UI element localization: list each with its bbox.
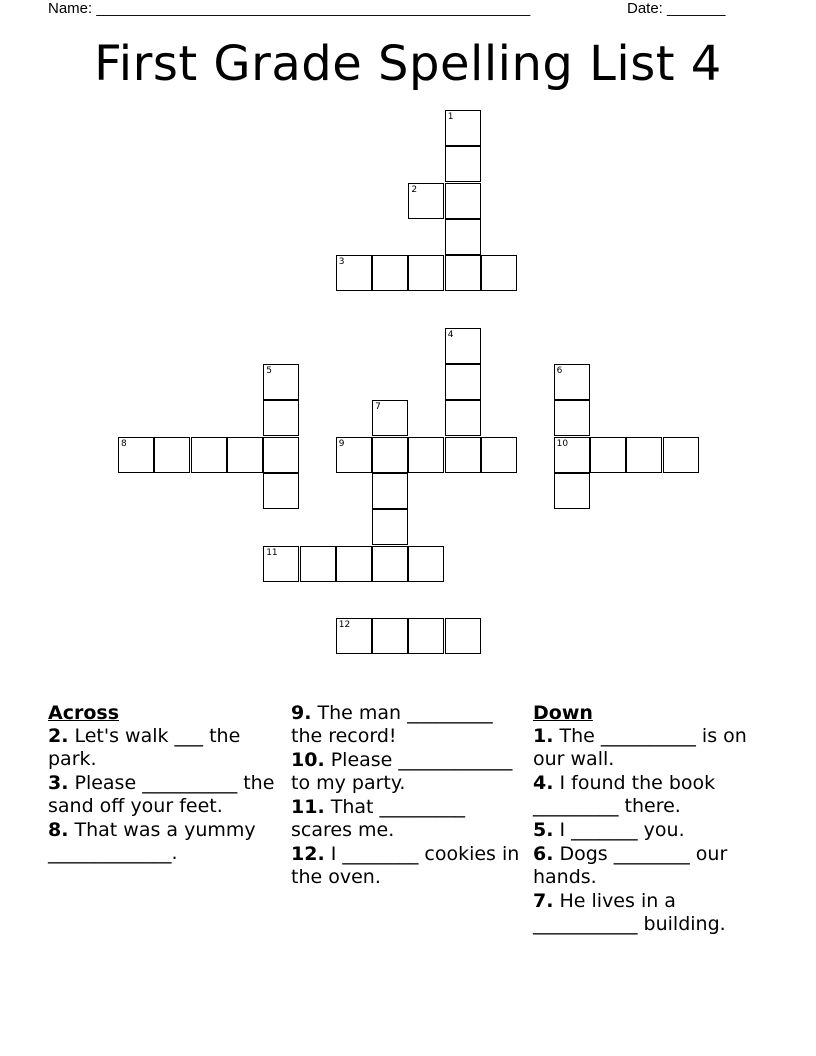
cell-number: 4 bbox=[447, 329, 454, 340]
crossword-cell[interactable] bbox=[445, 183, 481, 219]
crossword-cell[interactable] bbox=[445, 364, 481, 400]
crossword-cell[interactable] bbox=[590, 437, 626, 473]
clue-across-12 bbox=[291, 843, 527, 889]
clue-number: 7. bbox=[533, 890, 554, 912]
crossword-cell[interactable] bbox=[336, 618, 372, 654]
crossword-cell[interactable] bbox=[263, 546, 299, 582]
clues-column-3 bbox=[533, 702, 769, 937]
crossword-cell[interactable] bbox=[300, 546, 336, 582]
crossword-cell[interactable] bbox=[554, 364, 590, 400]
clue-down-1 bbox=[533, 725, 769, 771]
cell-number: 7 bbox=[375, 402, 381, 413]
clue-number: 5. bbox=[533, 819, 554, 841]
crossword-cell[interactable] bbox=[227, 437, 263, 473]
crossword-cell[interactable] bbox=[336, 546, 372, 582]
clue-text: The man _________ the record! bbox=[291, 702, 493, 747]
clue-number: 11. bbox=[291, 796, 325, 818]
crossword-cell[interactable] bbox=[481, 437, 517, 473]
clue-text: Please ____________ to my party. bbox=[291, 749, 513, 794]
across-heading: Across bbox=[48, 702, 120, 724]
crossword-cell[interactable] bbox=[154, 437, 190, 473]
crossword-cell[interactable] bbox=[372, 509, 408, 545]
clue-number: 12. bbox=[291, 843, 325, 865]
down-heading: Down bbox=[533, 702, 593, 724]
clue-text: I _______ you. bbox=[553, 819, 685, 841]
clue-text: That _________ scares me. bbox=[291, 796, 465, 841]
crossword-cell[interactable] bbox=[445, 110, 481, 146]
crossword-cell[interactable] bbox=[445, 618, 481, 654]
crossword-cell[interactable] bbox=[408, 437, 444, 473]
crossword-cell[interactable] bbox=[263, 364, 299, 400]
clue-number: 8. bbox=[48, 819, 69, 841]
crossword-cell[interactable] bbox=[408, 255, 444, 291]
crossword-cell[interactable] bbox=[336, 437, 372, 473]
crossword-cell[interactable] bbox=[263, 400, 299, 436]
crossword-cell[interactable] bbox=[408, 618, 444, 654]
crossword-cell[interactable] bbox=[445, 219, 481, 255]
clue-across-11 bbox=[291, 796, 527, 842]
crossword-cell[interactable] bbox=[372, 473, 408, 509]
clue-text: The __________ is on our wall. bbox=[533, 725, 747, 770]
clues-column-2 bbox=[291, 702, 527, 890]
cell-number: 10 bbox=[556, 438, 569, 449]
crossword-cell[interactable] bbox=[445, 328, 481, 364]
clue-down-6 bbox=[533, 843, 769, 889]
clue-across-10 bbox=[291, 749, 527, 795]
clue-down-7 bbox=[533, 890, 769, 936]
cell-number: 8 bbox=[121, 438, 127, 449]
cell-number: 2 bbox=[411, 184, 418, 195]
crossword-cell[interactable] bbox=[263, 473, 299, 509]
crossword-cell[interactable] bbox=[372, 400, 408, 436]
crossword-cell[interactable] bbox=[554, 473, 590, 509]
crossword-cell[interactable] bbox=[554, 400, 590, 436]
clue-number: 4. bbox=[533, 772, 554, 794]
name-label: Name: bbox=[48, 0, 97, 17]
cell-number: 3 bbox=[338, 257, 345, 268]
crossword-cell[interactable] bbox=[372, 255, 408, 291]
crossword-cell[interactable] bbox=[191, 437, 227, 473]
clue-text: Please __________ the sand off your feet. bbox=[48, 772, 275, 817]
cell-number: 9 bbox=[338, 438, 345, 449]
clue-text: He lives in a ___________ building. bbox=[533, 890, 726, 935]
cell-number: 12 bbox=[338, 620, 351, 631]
date-label: Date: bbox=[627, 0, 668, 17]
date-blank[interactable]: _______ bbox=[667, 0, 726, 17]
page-title: First Grade Spelling List 4 bbox=[94, 36, 722, 92]
clues-column-1 bbox=[48, 702, 284, 866]
clue-number: 1. bbox=[533, 725, 554, 747]
clue-across-8 bbox=[48, 819, 284, 865]
crossword-cell[interactable] bbox=[118, 437, 154, 473]
clue-number: 10. bbox=[291, 749, 325, 771]
clue-number: 9. bbox=[291, 702, 312, 724]
clue-down-4 bbox=[533, 772, 769, 818]
crossword-cell[interactable] bbox=[626, 437, 662, 473]
clue-text: That was a yummy _____________. bbox=[48, 819, 256, 864]
clue-text: I found the book _________ there. bbox=[533, 772, 716, 817]
clue-number: 2. bbox=[48, 725, 69, 747]
cell-number: 1 bbox=[447, 112, 454, 122]
crossword-cell[interactable] bbox=[408, 546, 444, 582]
crossword-cell[interactable] bbox=[372, 546, 408, 582]
crossword-cell[interactable] bbox=[372, 437, 408, 473]
clue-down-5 bbox=[533, 819, 769, 842]
crossword-cell[interactable] bbox=[408, 183, 444, 219]
cell-number: 6 bbox=[556, 366, 563, 377]
clue-text: Dogs ________ our hands. bbox=[533, 843, 728, 888]
clue-text: I ________ cookies in the oven. bbox=[291, 843, 520, 888]
clue-number: 6. bbox=[533, 843, 554, 865]
crossword-cell[interactable] bbox=[263, 437, 299, 473]
cell-number: 11 bbox=[266, 547, 278, 558]
clue-number: 3. bbox=[48, 772, 69, 794]
crossword-cell[interactable] bbox=[372, 618, 408, 654]
crossword-cell[interactable] bbox=[481, 255, 517, 291]
name-blank[interactable]: ____________________________________________________ bbox=[96, 0, 531, 17]
crossword-cell[interactable] bbox=[445, 255, 481, 291]
cell-number: 5 bbox=[266, 366, 272, 377]
crossword-cell[interactable] bbox=[445, 437, 481, 473]
clue-text: Let's walk ___ the park. bbox=[48, 725, 241, 770]
crossword-cell[interactable] bbox=[554, 437, 590, 473]
clue-across-3 bbox=[48, 772, 284, 818]
clue-across-2 bbox=[48, 725, 284, 771]
crossword-cell[interactable] bbox=[336, 255, 372, 291]
clue-across-9 bbox=[291, 702, 527, 748]
crossword-cell[interactable] bbox=[663, 437, 699, 473]
crossword-cell[interactable] bbox=[445, 146, 481, 182]
crossword-cell[interactable] bbox=[445, 400, 481, 436]
